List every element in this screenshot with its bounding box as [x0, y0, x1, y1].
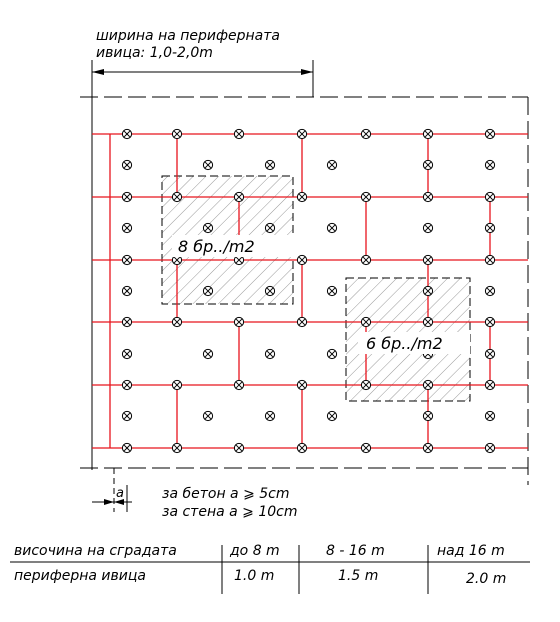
table-strip-col2: 1.5 m — [338, 568, 379, 584]
anchor-icon — [234, 317, 243, 326]
width-label-line1: ширина на периферната — [96, 28, 280, 44]
width-dimension — [92, 60, 313, 97]
anchor-icon — [234, 380, 243, 389]
anchor-icon — [203, 411, 212, 420]
anchor-icon — [265, 349, 274, 358]
anchor-icon — [234, 443, 243, 452]
table-strip-col1: 1.0 m — [234, 568, 275, 584]
anchor-icon — [327, 411, 336, 420]
anchor-icon — [423, 317, 432, 326]
anchor-icon — [122, 317, 131, 326]
anchor-icon — [423, 443, 432, 452]
anchor-icon — [423, 380, 432, 389]
anchor-icon — [122, 349, 131, 358]
anchor-icon — [122, 380, 131, 389]
anchor-icon — [485, 443, 494, 452]
gap-dimension — [92, 485, 132, 512]
anchor-icon — [265, 223, 274, 232]
anchor-icon — [203, 286, 212, 295]
anchor-icon — [485, 192, 494, 201]
table-row2-label: периферна ивица — [14, 568, 146, 584]
anchor-icon — [485, 129, 494, 138]
anchor-icon — [423, 129, 432, 138]
anchor-icon — [297, 129, 306, 138]
table-strip-col3: 2.0 m — [466, 571, 507, 587]
anchor-icon — [423, 286, 432, 295]
anchor-icon — [327, 160, 336, 169]
anchor-icon — [234, 129, 243, 138]
anchor-icon — [423, 160, 432, 169]
anchor-icon — [122, 160, 131, 169]
anchor-icon — [423, 192, 432, 201]
anchor-icon — [122, 286, 131, 295]
anchor-icon — [172, 129, 181, 138]
anchor-icon — [122, 223, 131, 232]
anchor-icon — [327, 349, 336, 358]
anchor-icon — [265, 286, 274, 295]
svg-text:8 бр../m2: 8 бр../m2 — [178, 237, 255, 256]
anchor-icon — [122, 411, 131, 420]
anchor-icon — [265, 160, 274, 169]
anchor-icon — [327, 223, 336, 232]
gap-symbol: a — [116, 486, 124, 501]
anchor-icon — [122, 255, 131, 264]
anchor-icon — [485, 349, 494, 358]
gap-wall-rule: за стена a ⩾ 10cm — [162, 504, 298, 520]
anchor-icon — [203, 349, 212, 358]
table-height-col2: 8 - 16 m — [326, 543, 385, 559]
zone2-label — [358, 332, 470, 354]
anchor-icon — [485, 411, 494, 420]
anchor-icon — [297, 443, 306, 452]
anchor-icon — [297, 317, 306, 326]
anchor-icon — [361, 192, 370, 201]
anchor-icon — [122, 129, 131, 138]
width-label-line2: ивица: 1,0-2,0m — [96, 45, 213, 61]
anchor-icon — [297, 380, 306, 389]
anchor-icon — [361, 255, 370, 264]
anchor-icon — [485, 380, 494, 389]
anchor-icon — [297, 255, 306, 264]
anchor-icon — [361, 443, 370, 452]
anchor-icon — [297, 192, 306, 201]
anchor-icon — [203, 160, 212, 169]
anchor-icon — [361, 317, 370, 326]
anchor-icon — [361, 129, 370, 138]
gap-concrete-rule: за бетон a ⩾ 5cm — [162, 486, 290, 502]
zone1-label — [172, 235, 294, 257]
anchor-icon — [361, 380, 370, 389]
table-height-col3: над 16 m — [437, 543, 505, 559]
svg-text:6 бр../m2: 6 бр../m2 — [366, 334, 443, 353]
anchor-icon — [485, 286, 494, 295]
anchor-icon — [423, 223, 432, 232]
anchor-icon — [485, 317, 494, 326]
anchor-icon — [172, 380, 181, 389]
anchor-icon — [234, 192, 243, 201]
anchor-icon — [122, 443, 131, 452]
table-height-col1: до 8 m — [230, 543, 280, 559]
anchor-icon — [485, 223, 494, 232]
anchor-icon — [172, 443, 181, 452]
anchor-icon — [203, 223, 212, 232]
anchor-icon — [485, 160, 494, 169]
anchor-icon — [172, 317, 181, 326]
anchor-icon — [265, 411, 274, 420]
anchor-icon — [122, 192, 131, 201]
anchor-icon — [423, 411, 432, 420]
table-row1-label: височина на сградата — [14, 543, 177, 559]
anchor-icon — [423, 255, 432, 264]
anchor-icon — [172, 192, 181, 201]
anchor-icon — [327, 286, 336, 295]
anchor-icon — [485, 255, 494, 264]
